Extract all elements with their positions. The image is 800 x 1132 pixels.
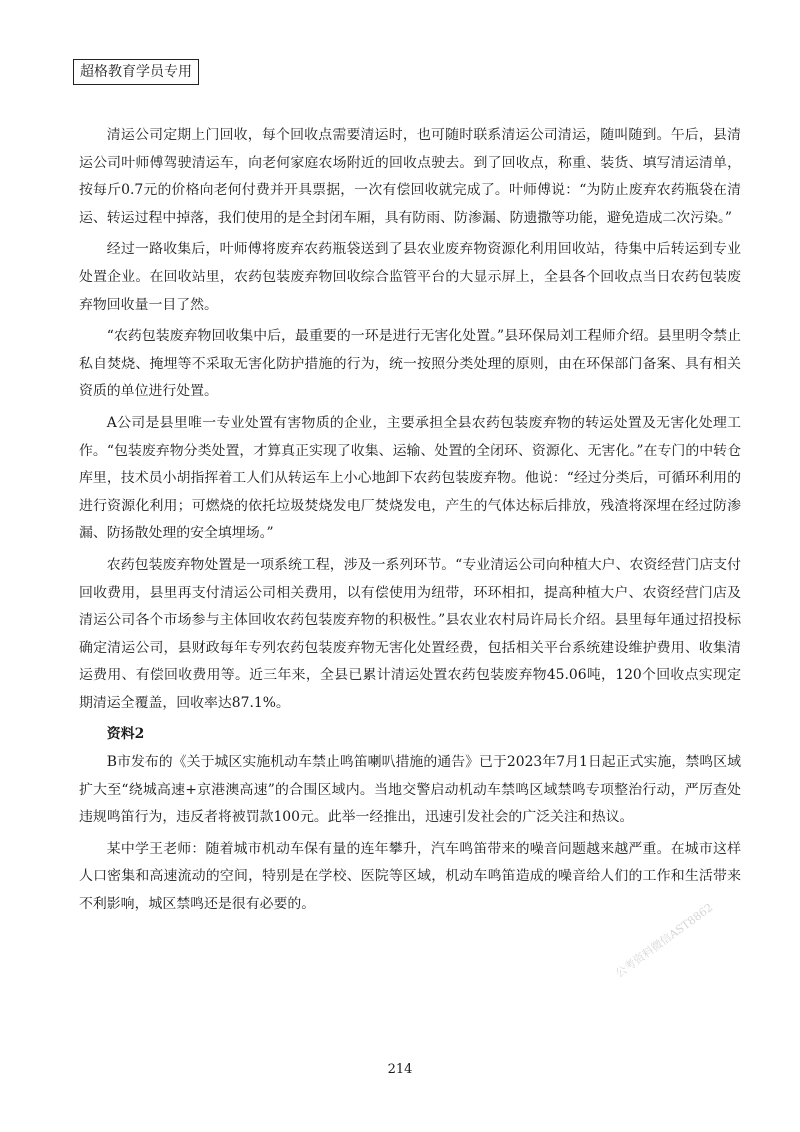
section2-paragraph-1: B市发布的《关于城区实施机动车禁止鸣笛喇叭措施的通告》已于2023年7月1日起正式实施，禁鸣区域扩大至“绕城高速+京港澳高速”的合围区域内。当地交警启动机动车禁鸣区域禁鸣专项整治行动，严厉查处违规鸣笛行为，违反者将被罚款100元。此举一经推出，迅速引发社会的广泛关注和热议。 xyxy=(79,754,741,826)
section2-paragraph-2: 某中学王老师：随着城市机动车保有量的连年攀升，汽车鸣笛带来的噪音问题越来越严重。在城市这样人口密集和高速流动的空间，特别是在学校、医院等区域，机动车鸣笛造成的噪音给人们的工作和生活带来不利影响，城区禁鸣还是很有必要的。 xyxy=(79,840,741,913)
paragraph-4: A公司是县里唯一专业处置有害物质的企业，主要承担全县农药包装废弃物的转运处置及无害化处理工作。“包装废弃物分类处置，才算真正实现了收集、运输、处置的全闭环、资源化、无害化。”在专门的中转仓库里，技术员小胡指挥着工人们从转运车上小心地卸下农药包装废弃物。他说：“经过分类后，可循环利用的进行资源化利用；可燃烧的依托垃圾焚烧发电厂焚烧发电，产生的气体达标后排放，残渣将深埋在经过防渗漏、防扬散处理的安全填埋场。” xyxy=(79,414,741,542)
paragraph-2: 经过一路收集后，叶师傅将废弃农药瓶袋送到了县农业废弃物资源化利用回收站，待集中后转运到专业处置企业。在回收站里，农药包装废弃物回收综合监管平台的大显示屏上，全县各个回收点当日农药包装废弃物回收量一目了然。 xyxy=(79,241,741,313)
document-body xyxy=(79,122,741,919)
section-heading: 资料2 xyxy=(106,726,145,743)
page-number: 214 xyxy=(387,1062,413,1077)
paragraph-5: 农药包装废弃物处置是一项系统工程，涉及一系列环节。“专业清运公司向种植大户、农资经营门店支付回收费用，县里再支付清运公司相关费用，以有偿使用为纽带，环环相扣，提高种植大户、农资经营门店及清运公司各个市场参与主体回收农药包装废弃物的积极性。”县农业农村局许局长介绍。县里每年通过招投标确定清运公司，县财政每年专列农药包装废弃物无害化处置经费，包括相关平台系统建设维护费用、收集清运费用、有偿回收费用等。近三年来，全县已累计清运处置农药包装废弃物45.06吨，120个回收点实现定期清运全覆盖，回收率达87.1%。 xyxy=(79,556,741,711)
paragraph-1: 清运公司定期上门回收，每个回收点需要清运时，也可随时联系清运公司清运，随叫随到。午后，县清运公司叶师傅驾驶清运车，向老何家庭农场附近的回收点驶去。到了回收点，称重、装货、填写清运清单，按每斤0.7元的价格向老何付费并开具票据，一次有偿回收就完成了。叶师傅说：“为防止废弃农药瓶袋在清运、转运过程中掉落，我们使用的是全封闭车厢，具有防雨、防渗漏、防遗撒等功能，避免造成二次污染。” xyxy=(79,127,741,226)
header-label: 超格教育学员专用 xyxy=(73,59,199,85)
paragraph-3: “农药包装废弃物回收集中后，最重要的一环是进行无害化处置。”县环保局刘工程师介绍。县里明令禁止私自焚烧、掩埋等不采取无害化防护措施的行为，统一按照分类处理的原则，由在环保部门备案、具有相关资质的单位进行处置。 xyxy=(79,328,741,400)
watermark: 公考资料微信AST8862 xyxy=(613,900,716,981)
